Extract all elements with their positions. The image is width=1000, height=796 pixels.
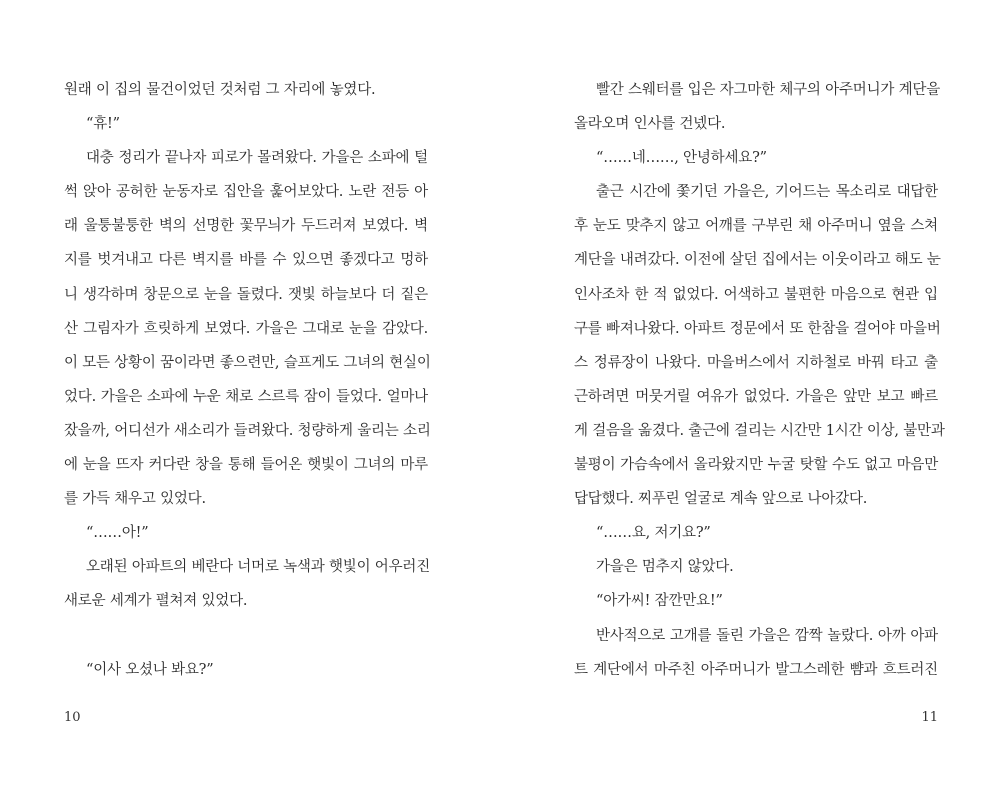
left-page [64,0,431,796]
text-line: “휴!” [86,116,120,133]
right-page-number: 11 [921,710,938,725]
text-line: “……요, 저기요?” [596,525,711,542]
text-line: “이사 오셨나 봐요?” [86,661,214,678]
text-line: 잤을까, 어디선가 새소리가 들려왔다. 청량하게 울리는 소리 [64,422,431,439]
text-line: 출근 시간에 쫓기던 가을은, 기어드는 목소리로 대답한 [596,184,938,201]
right-page [574,0,945,796]
text-line: 답답했다. 찌푸린 얼굴로 계속 앞으로 나아갔다. [574,491,868,508]
text-line: 래 울퉁불퉁한 벽의 선명한 꽃무늬가 두드러져 보였다. 벽 [64,218,428,235]
text-line: 새로운 세계가 펼쳐져 있었다. [64,593,248,610]
text-line: 게 걸음을 옮겼다. 출근에 걸리는 시간만 1시간 이상, 불만과 [574,422,945,439]
text-line: 원래 이 집의 물건이었던 것처럼 그 자리에 놓였다. [64,82,376,98]
left-page-number: 10 [64,710,81,725]
text-line: 에 눈을 뜨자 커다란 창을 통해 들어온 햇빛이 그녀의 마루 [64,457,428,474]
text-line: 빨간 스웨터를 입은 자그마한 체구의 아주머니가 계단을 [596,82,941,98]
text-line: 올라오며 인사를 건넸다. [574,116,726,133]
right-page-text [574,76,945,690]
text-line: 불평이 가슴속에서 올라왔지만 누굴 탓할 수도 없고 마음만 [574,457,938,474]
text-line: 이 모든 상황이 꿈이라면 좋으련만, 슬프게도 그녀의 현실이 [64,354,431,371]
text-line: 대충 정리가 끝나자 피로가 몰려왔다. 가을은 소파에 털 [86,150,428,167]
text-line: 인사조차 한 적 없었다. 어색하고 불편한 마음으로 현관 입 [574,286,938,303]
text-line: 었다. 가을은 소파에 누운 채로 스르륵 잠이 들었다. 얼마나 [64,388,428,405]
text-line: 스 정류장이 나왔다. 마을버스에서 지하철로 바꿔 타고 출 [574,354,938,371]
text-line: 가을은 멈추지 않았다. [596,559,734,576]
text-line: 계단을 내려갔다. 이전에 살던 집에서는 이웃이라고 해도 눈 [574,252,941,269]
text-line: 를 가득 채우고 있었다. [64,491,206,508]
text-line: 반사적으로 고개를 돌린 가을은 깜짝 놀랐다. 아까 아파 [596,627,938,644]
text-line: “아가씨! 잠깐만요!” [596,593,723,610]
text-line: 지를 벗겨내고 다른 벽지를 바를 수 있으면 좋겠다고 멍하 [64,252,428,269]
text-line: 오래된 아파트의 베란다 너머로 녹색과 햇빛이 어우러진 [86,559,431,576]
text-line: “……아!” [86,525,149,542]
text-line: 썩 앉아 공허한 눈동자로 집안을 훑어보았다. 노란 전등 아 [64,184,428,201]
text-line: 니 생각하며 창문으로 눈을 돌렸다. 잿빛 하늘보다 더 짙은 [64,286,428,303]
text-line: 트 계단에서 마주친 아주머니가 발그스레한 뺨과 흐트러진 [574,661,938,678]
text-line: “……네……, 안녕하세요?” [596,150,767,167]
text-line: 근하려면 머뭇거릴 여유가 없었다. 가을은 앞만 보고 빠르 [574,388,938,405]
text-line: 후 눈도 맞추지 않고 어깨를 구부린 채 아주머니 옆을 스쳐 [574,218,938,235]
text-line: 산 그림자가 흐릿하게 보였다. 가을은 그대로 눈을 감았다. [64,320,428,337]
text-line: 구를 빠져나왔다. 아파트 정문에서 또 한참을 걸어야 마을버 [574,320,941,337]
left-page-text [64,76,431,690]
text-line [64,622,428,656]
